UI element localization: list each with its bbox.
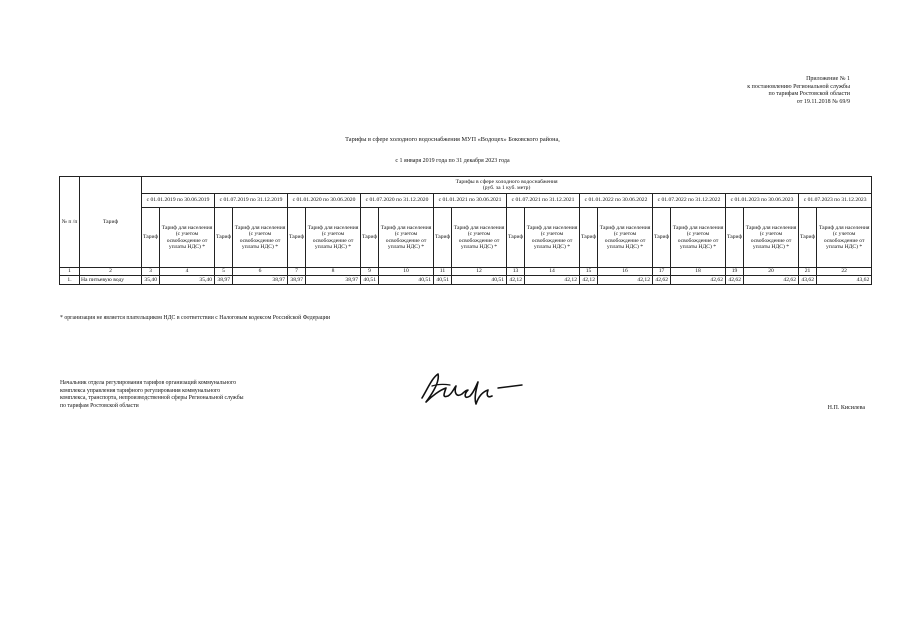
period-header: с 01.01.2023 по 30.06.2023	[726, 194, 799, 208]
table-row	[60, 276, 872, 285]
appendix-line: по тарифам Ростовской области	[768, 91, 850, 97]
sub-population: Тариф для населения (с учетом освобождение от уплаты НДС) *	[817, 208, 872, 268]
column-number: 9	[361, 268, 379, 276]
row-value: 40,51	[434, 276, 452, 285]
row-value: 42,62	[726, 276, 744, 285]
column-number: 18	[671, 268, 726, 276]
row-name: На питьевую воду	[80, 276, 142, 285]
sub-population: Тариф для населения (с учетом освобождение от уплаты НДС) *	[379, 208, 434, 268]
column-number: 10	[379, 268, 434, 276]
sub-tariff: Тариф	[142, 208, 160, 268]
row-value: 38,97	[306, 276, 361, 285]
row-value: 35,40	[142, 276, 160, 285]
period-header: с 01.07.2019 по 31.12.2019	[215, 194, 288, 208]
period-header: с 01.07.2021 по 31.12.2021	[507, 194, 580, 208]
column-number: 3	[142, 268, 160, 276]
row-num: 1.	[60, 276, 80, 285]
row-value: 38,97	[233, 276, 288, 285]
row-value: 40,51	[452, 276, 507, 285]
row-value: 42,12	[598, 276, 653, 285]
header-row-sub	[60, 208, 872, 268]
appendix-block	[747, 76, 850, 106]
position-line: комплекса управления тарифного регулирования коммунального	[60, 387, 221, 394]
period-header: с 01.07.2023 по 31.12.2023	[799, 194, 872, 208]
header-tariff: Тариф	[80, 177, 142, 268]
row-value: 42,12	[507, 276, 525, 285]
sub-population: Тариф для населения (с учетом освобождение от уплаты НДС) *	[233, 208, 288, 268]
column-number: 1	[60, 268, 80, 276]
row-value: 42,62	[744, 276, 799, 285]
column-number: 7	[288, 268, 306, 276]
appendix-line: Приложение № 1	[806, 76, 850, 82]
row-value: 35,40	[160, 276, 215, 285]
column-number: 6	[233, 268, 288, 276]
column-number: 8	[306, 268, 361, 276]
column-number: 17	[653, 268, 671, 276]
header-num: № п /п	[60, 177, 80, 268]
footnote: * организация не является плательщиком НДС в соответствии с Налоговым кодексом Российской Федерации	[60, 315, 331, 321]
column-number: 15	[580, 268, 598, 276]
header-row-group	[60, 177, 872, 194]
sub-tariff: Тариф	[434, 208, 452, 268]
period-header: с 01.01.2021 по 30.06.2021	[434, 194, 507, 208]
row-value: 40,51	[379, 276, 434, 285]
sub-tariff: Тариф	[799, 208, 817, 268]
sub-tariff: Тариф	[726, 208, 744, 268]
column-number: 16	[598, 268, 653, 276]
period-header: с 01.01.2020 по 30.06.2020	[288, 194, 361, 208]
period-header: с 01.07.2022 по 31.12.2022	[653, 194, 726, 208]
position-line: Начальник отдела регулирования тарифов организаций коммунального	[60, 380, 237, 386]
sub-tariff: Тариф	[215, 208, 233, 268]
signature-image	[418, 368, 524, 410]
column-number-row	[60, 268, 872, 276]
row-value: 40,51	[361, 276, 379, 285]
appendix-line: от 19.11.2018 № 69/9	[796, 98, 850, 105]
sub-population: Тариф для населения (с учетом освобождение от уплаты НДС) *	[671, 208, 726, 268]
signatory-position	[60, 380, 244, 410]
header-row-periods	[60, 194, 872, 208]
column-number: 14	[525, 268, 580, 276]
row-value: 38,97	[215, 276, 233, 285]
position-line: по тарифам Ростовской области	[60, 402, 139, 409]
column-number: 11	[434, 268, 452, 276]
sub-tariff: Тариф	[288, 208, 306, 268]
sub-population: Тариф для населения (с учетом освобождение от уплаты НДС) *	[160, 208, 215, 268]
row-value: 43,62	[817, 276, 872, 285]
position-line: комплекса, транспорта, непроизводственной сферы Региональной службы	[60, 395, 244, 401]
document-title: Тарифы в сфере холодного водоснабжения МУП «Водоцех» Боковского района,	[345, 136, 560, 143]
sub-tariff: Тариф	[507, 208, 525, 268]
column-number: 22	[817, 268, 872, 276]
row-value: 43,62	[799, 276, 817, 285]
row-value: 42,62	[653, 276, 671, 285]
sub-tariff: Тариф	[580, 208, 598, 268]
row-value: 38,97	[288, 276, 306, 285]
header-group: Тарифы в сфере холодного водоснабжения (руб. за 1 куб. метр)	[142, 177, 872, 194]
column-number: 13	[507, 268, 525, 276]
sub-tariff: Тариф	[361, 208, 379, 268]
column-number: 2	[80, 268, 142, 276]
sub-population: Тариф для населения (с учетом освобождение от уплаты НДС) *	[525, 208, 580, 268]
tariff-table	[59, 176, 872, 285]
document-period: с 1 января 2019 года по 31 декабря 2023 года	[395, 158, 510, 164]
sub-population: Тариф для населения (с учетом освобождение от уплаты НДС) *	[744, 208, 799, 268]
sub-population: Тариф для населения (с учетом освобождение от уплаты НДС) *	[306, 208, 361, 268]
signer-name: Н.П. Кисилева	[827, 405, 865, 411]
row-value: 42,62	[671, 276, 726, 285]
sub-population: Тариф для населения (с учетом освобождение от уплаты НДС) *	[452, 208, 507, 268]
sub-tariff: Тариф	[653, 208, 671, 268]
period-header: с 01.01.2022 по 30.06.2022	[580, 194, 653, 208]
column-number: 4	[160, 268, 215, 276]
row-value: 42,12	[580, 276, 598, 285]
period-header: с 01.01.2019 по 30.06.2019	[142, 194, 215, 208]
appendix-line: к постановлению Региональной службы	[747, 83, 850, 90]
column-number: 19	[726, 268, 744, 276]
sub-population: Тариф для населения (с учетом освобождение от уплаты НДС) *	[598, 208, 653, 268]
row-value: 42,12	[525, 276, 580, 285]
column-number: 5	[215, 268, 233, 276]
period-header: с 01.07.2020 по 31.12.2020	[361, 194, 434, 208]
column-number: 12	[452, 268, 507, 276]
column-number: 21	[799, 268, 817, 276]
column-number: 20	[744, 268, 799, 276]
